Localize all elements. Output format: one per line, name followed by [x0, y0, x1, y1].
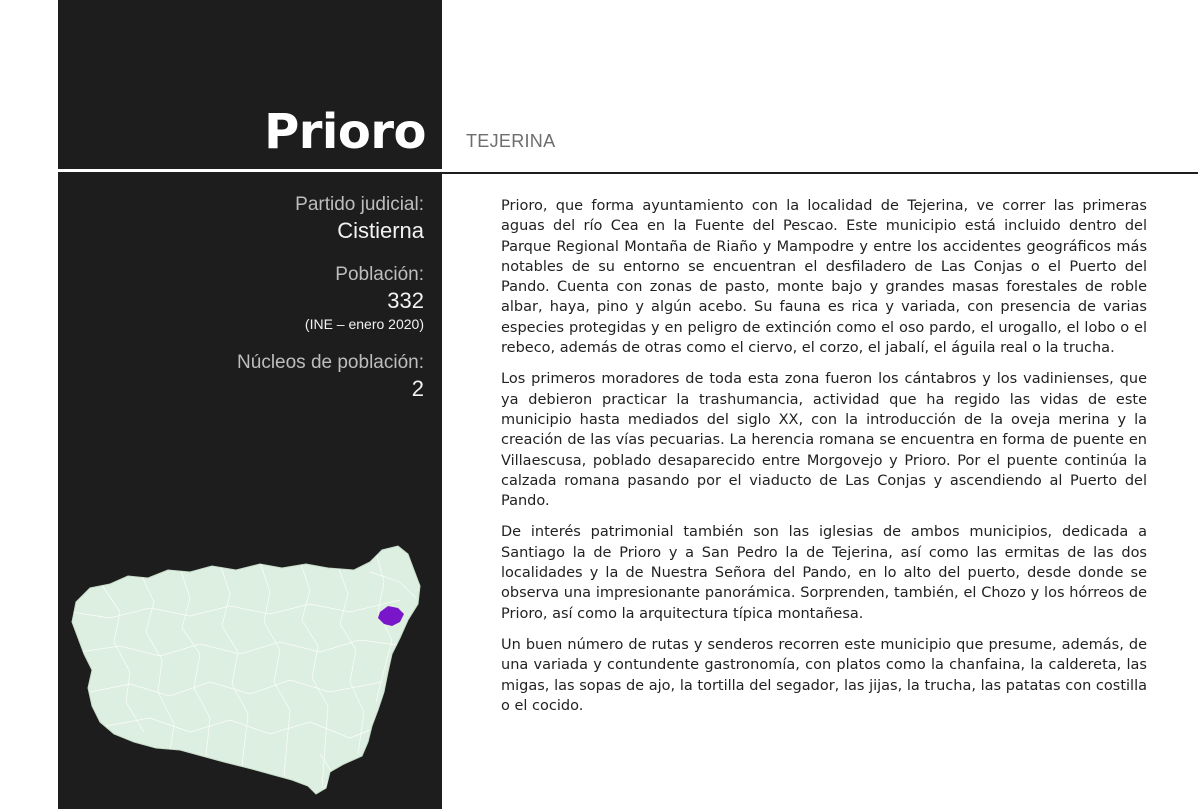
article-body — [501, 196, 1147, 727]
province-map — [70, 542, 440, 804]
sidebar-panel — [58, 0, 442, 809]
poblacion-source-note: (INE – enero 2020) — [304, 316, 424, 332]
article-paragraph: Los primeros moradores de toda esta zona fueron los cántabros y los vadinienses, que ya debieron practicar la trashumancia, actividad que ha regido las vidas de este municipio hasta mediados del siglo XX, con la introducción de la oveja merina y la creación de las vías pecuarias. La herencia romana se encuentra en forma de puente en Villaescusa, poblado desaparecido entre Morgovejo y Prioro. Por el puente continúa la calzada romana pasando por el viaducto de Las Conjas y ascendiendo al Puerto del Pando. — [501, 371, 1147, 510]
article-paragraph: Un buen número de rutas y senderos recorren este municipio que presume, además, de una variada y contundente gastronomía, con platos como la chanfaina, la caldereta, las migas, las sopas de ajo, la tortilla del segador, las jijas, la trucha, las patatas con costilla o el cocido. — [501, 636, 1147, 714]
partido-judicial-label: Partido judicial: — [295, 194, 424, 215]
province-shape — [72, 546, 420, 794]
poblacion-value: 332 — [387, 288, 424, 313]
article-paragraph: De interés patrimonial también son las iglesias de ambos municipios, dedicada a Santiago la de Prioro y a San Pedro la de Tejerina, así como las ermitas de las dos localidades y la de Nuestra Señora del Pando, en lo alto del puerto, desde donde se observa una impresionante panorámica. Sorprenden, también, el Chozo y los hórreos de Prioro, así como la arquitectura típica montañesa. — [501, 524, 1147, 622]
article-paragraph: Prioro, que forma ayuntamiento con la localidad de Tejerina, ve correr las primeras aguas del río Cea en la Fuente del Pescao. Este municipio está incluido dentro del Parque Regional Montaña de Riaño y Mampodre y entre los accidentes geográficos más notables de su entorno se encuentran el desfiladero de Las Conjas o el Puerto del Pando. Cuenta con zonas de pasto, monte bajo y grandes masas forestales de roble albar, haya, pino y algún acebo. Su fauna es rica y variada, con presencia de varias especies protegidas y en peligro de extinción como el oso pardo, el urogallo, el lobo o el rebeco, además de otras como el ciervo, el corzo, el jabalí, el águila real o la trucha. — [501, 198, 1147, 357]
partido-judicial-value: Cistierna — [337, 218, 424, 243]
facts-block — [237, 193, 424, 403]
nucleos-label: Núcleos de población: — [237, 352, 424, 373]
title-divider — [58, 169, 442, 172]
page-title: Prioro — [264, 104, 426, 160]
page-subtitle: TEJERINA — [466, 131, 556, 151]
nucleos-value: 2 — [411, 376, 424, 401]
header-divider — [442, 172, 1198, 174]
poblacion-label: Población: — [335, 264, 424, 285]
